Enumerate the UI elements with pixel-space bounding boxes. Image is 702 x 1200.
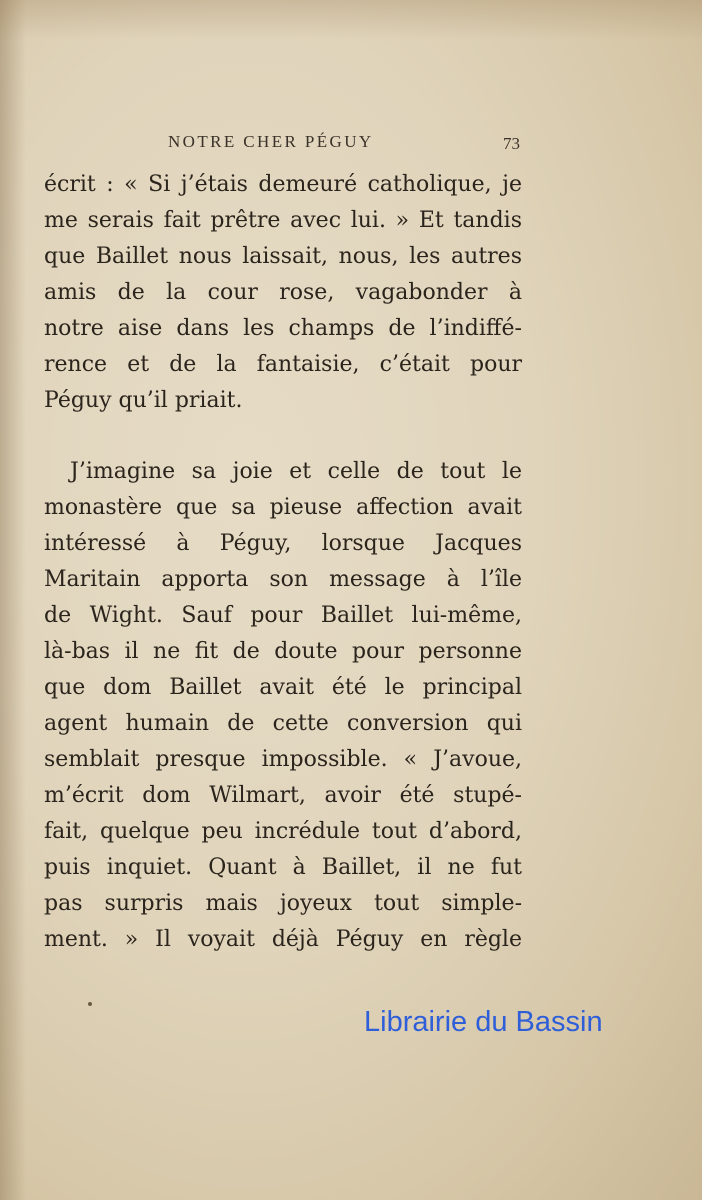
text-line: me serais fait prêtre avec lui. » Et tandis	[44, 208, 522, 233]
paper-speck	[88, 1002, 92, 1006]
text-line: Péguy qu’il priait.	[44, 388, 243, 413]
running-head-title: NOTRE CHER PÉGUY	[168, 132, 374, 151]
spine-shadow	[0, 0, 26, 1200]
text-line: rence et de la fantaisie, c’était pour	[44, 352, 522, 377]
text-line: ment. » Il voyait déjà Péguy en règle	[44, 927, 522, 952]
text-line: monastère que sa pieuse affection avait	[44, 495, 522, 520]
text-line: de Wight. Sauf pour Baillet lui-même,	[44, 603, 522, 628]
paragraph-gap	[44, 419, 522, 454]
body-text	[44, 167, 522, 958]
text-line: agent humain de cette conversion qui	[44, 711, 522, 736]
text-line: fait, quelque peu incrédule tout d’abord,	[44, 819, 522, 844]
text-line: pas surpris mais joyeux tout simple-	[44, 891, 522, 916]
text-line: intéressé à Péguy, lorsque Jacques	[44, 531, 522, 556]
text-line: que dom Baillet avait été le principal	[44, 675, 522, 700]
text-line: semblait presque impossible. « J’avoue,	[44, 747, 522, 772]
text-line: que Baillet nous laissait, nous, les autres	[44, 244, 522, 269]
text-line: notre aise dans les champs de l’indiffé-	[44, 316, 522, 341]
paragraph-2	[44, 454, 522, 958]
text-line: là-bas il ne fit de doute pour personne	[44, 639, 522, 664]
text-line: J’imagine sa joie et celle de tout le	[70, 459, 522, 484]
text-line: amis de la cour rose, vagabonder à	[44, 280, 522, 305]
text-line: puis inquiet. Quant à Baillet, il ne fut	[44, 855, 522, 880]
text-line: m’écrit dom Wilmart, avoir été stupé-	[44, 783, 522, 808]
page-top-shadow	[0, 0, 702, 40]
bookseller-watermark: Librairie du Bassin	[364, 1006, 603, 1038]
page-number: 73	[503, 134, 520, 153]
text-line: écrit : « Si j’étais demeuré catholique, je	[44, 172, 522, 197]
paragraph-1	[44, 167, 522, 419]
text-line: Maritain apporta son message à l’île	[44, 567, 522, 592]
